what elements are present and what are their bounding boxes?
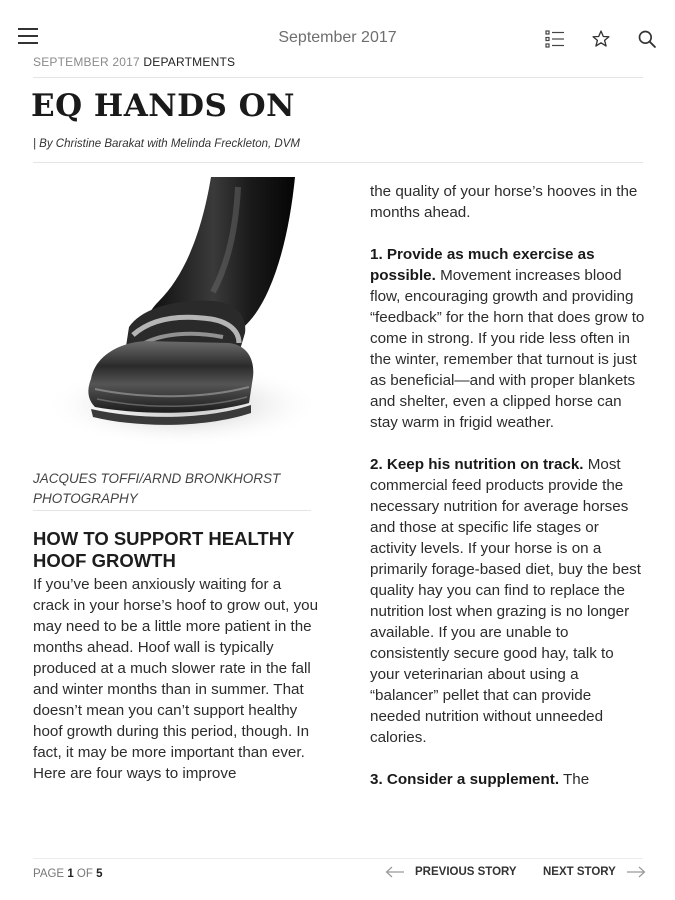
caption-divider <box>33 510 311 511</box>
tip-paragraph <box>370 454 645 748</box>
toolbar-actions <box>541 27 661 51</box>
article-photo[interactable] <box>33 177 311 452</box>
right-column <box>370 181 645 811</box>
byline: | By Christine Barakat with Melinda Freckleton, DVM <box>33 138 300 150</box>
table-of-contents-icon[interactable] <box>541 27 569 51</box>
arrow-left-icon <box>385 866 405 878</box>
tip-paragraph <box>370 769 645 790</box>
hamburger-menu-icon[interactable] <box>18 28 38 44</box>
bookmark-star-icon[interactable] <box>587 27 615 51</box>
tip-text: Most commercial feed products provide the necessary nutrition for average horses and those at specific life stages or activity levels. If your horse is on a primarily forage-based diet, buy the best quality hay you can find to replace the nutrition lost when grazing is no longer available. If you are unable to consistently secure good hay, talk to your veterinarian about using a “balancer” pellet that can provide needed nutrition without unneeded calories. <box>370 456 641 746</box>
previous-story-button[interactable] <box>385 866 517 878</box>
tip-lead: 2. Keep his nutrition on track. <box>370 456 584 473</box>
section-heading: HOW TO SUPPORT HEALTHY HOOF GROWTH <box>33 528 295 571</box>
byline-divider <box>33 162 643 163</box>
page-of: OF <box>76 868 93 880</box>
article-title: EQ HANDS ON <box>31 88 296 124</box>
page-indicator <box>33 868 103 880</box>
page-current: 1 <box>67 868 74 880</box>
continued-paragraph: the quality of your horse’s hooves in the months ahead. <box>370 183 638 221</box>
tip-text: Movement increases blood flow, encouraging growth and providing “feedback” for the horn that does grow to come in strong. If you ride less often in the winter, remember that turnout is just as beneficial—and with proper blankets and shelter, even a clipped horse can stay warm in frigid weather. <box>370 267 645 431</box>
next-story-button[interactable] <box>543 866 646 878</box>
tip-text: The <box>559 771 590 788</box>
tip-paragraph <box>370 244 645 433</box>
kicker-date: SEPTEMBER 2017 <box>33 55 140 69</box>
previous-story-label: PREVIOUS STORY <box>415 866 517 878</box>
tip-lead: 3. Consider a supplement. <box>370 771 560 788</box>
search-icon[interactable] <box>633 27 661 51</box>
footer-divider <box>33 858 643 859</box>
section-kicker <box>33 55 235 69</box>
kicker-section[interactable]: DEPARTMENTS <box>143 55 236 69</box>
next-story-label: NEXT STORY <box>543 866 616 878</box>
top-app-bar <box>0 0 675 52</box>
page-total: 5 <box>96 868 103 880</box>
arrow-right-icon <box>626 866 646 878</box>
issue-title: September 2017 <box>278 29 397 46</box>
page-prefix: PAGE <box>33 868 65 880</box>
photo-credit: JACQUES TOFFI/ARND BRONKHORST PHOTOGRAPHY <box>33 471 281 506</box>
intro-paragraph: If you’ve been anxiously waiting for a crack in your horse’s hoof to grow out, you may need to be a little more patient in the months ahead. Hoof wall is typically produced at a much slower rate in the fall and winter months than in summer. That doesn’t mean you can’t support healthy hoof growth during this period, though. In fact, it may be more important than ever. Here are four ways to improve <box>33 576 319 782</box>
header-divider <box>33 77 643 78</box>
tip-lead: 1. Provide as much exercise as possible. <box>370 246 595 284</box>
